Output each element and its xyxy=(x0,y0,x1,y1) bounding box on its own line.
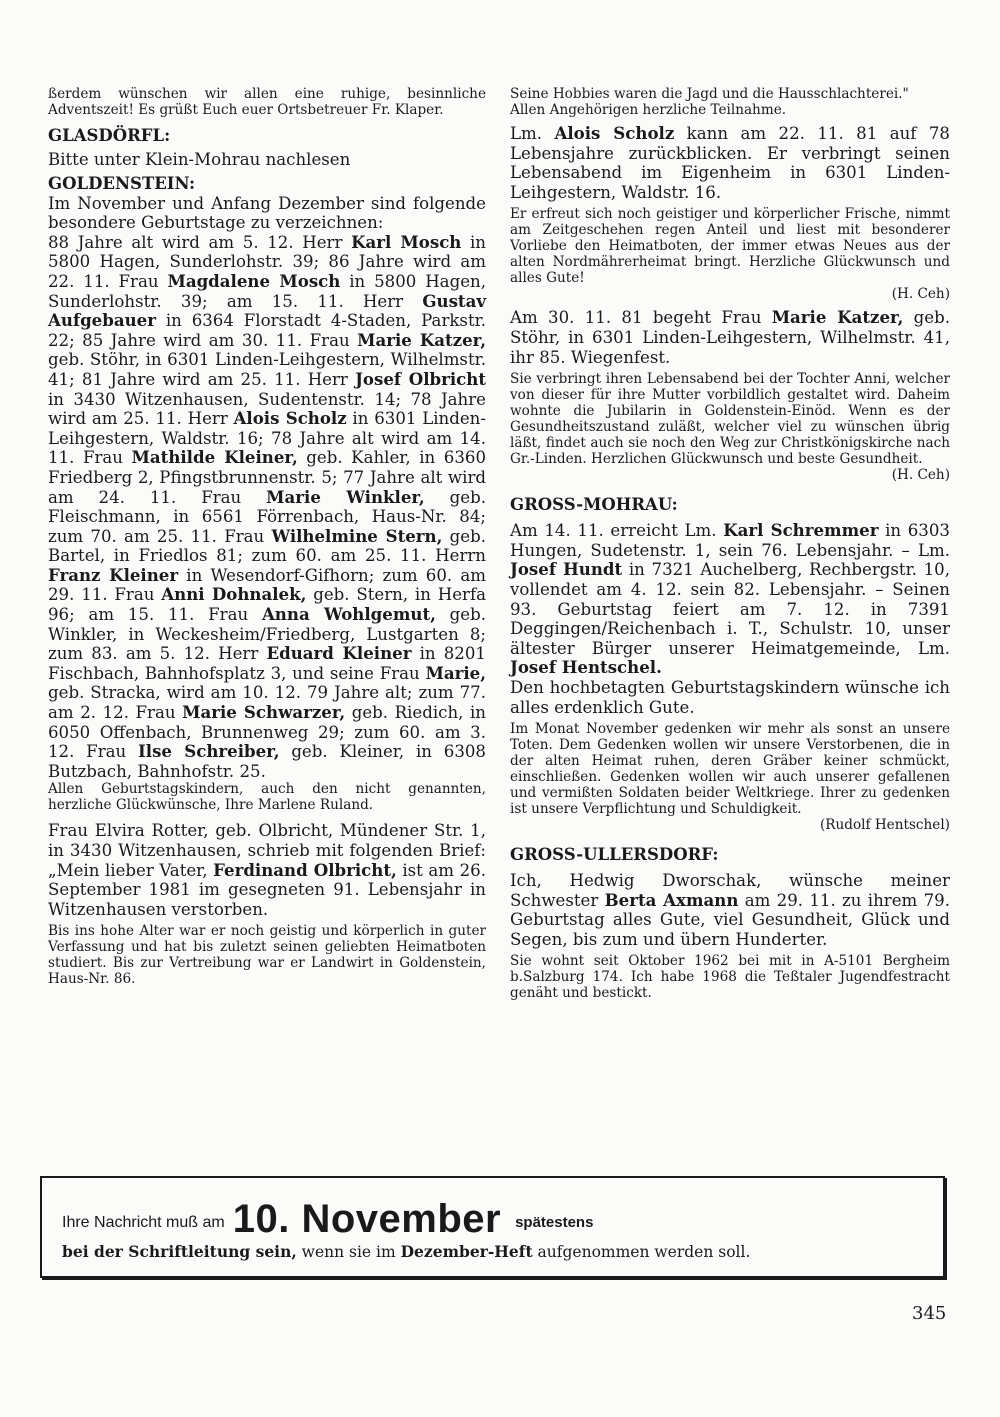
heading-glasdoerfl: GLASDÖRFL: xyxy=(48,126,171,145)
scholz-detail: Er erfreut sich noch geistiger und körperlicher Frische, nimmt am Zeitgeschehen regen Anteil und liest mit besonderer Vorliebe den Heimatboten, der immer etwas Neues aus der alten Nordmährerheimat bringt. Herzliche Glückwunsch und alles Gute! xyxy=(510,206,950,287)
left-column xyxy=(48,86,486,987)
heading-goldenstein: GOLDENSTEIN: xyxy=(48,173,196,193)
deadline-line-1 xyxy=(62,1192,594,1241)
paragraph-closing-greeting: ßerdem wünschen wir allen eine ruhige, besinnliche Adventszeit! Es grüßt Euch euer Ortsbetreuer Fr. Klaper. xyxy=(48,86,486,118)
glasdoerfl-text: Bitte unter Klein-Mohrau nachlesen xyxy=(48,150,351,169)
goldenstein-letter-detail: Bis ins hohe Alter war er noch geistig und körperlich in guter Verfassung und hat bis zuletzt seinen geliebten Heimatboten studiert. Bis zur Vertreibung war er Landwirt in Goldenstein, Haus-Nr. 86. xyxy=(48,923,486,988)
gross-mohrau-memorial: Im Monat November gedenken wir mehr als sonst an unsere Toten. Dem Gedenken wollen wir unsere Verstorbenen, die in der alten Heimat ruhen, deren Gräber keiner schmückt, einschließen. Gedenken wollen wir auch unserer gefallenen und vermißten Soldaten beider Weltkriege. Ihrer zu gedenken ist unsere Verpflichtung und Schuldigkeit. xyxy=(510,721,950,818)
goldenstein-birthday-list: 88 Jahre alt wird am 5. 12. Herr Karl Mosch in 5800 Hagen, Sunderlohstr. 39; 86 Jahre wird am 22. 11. Frau Magdalene Mosch in 5800 Hagen, Sunderlohstr. 39; am 15. 11. Herr Gustav Aufgebauer in 6364 Florstadt 4-Staden, Parkstr. 22; 85 Jahre wird am 30. 11. Frau Marie Katzer, geb. Stöhr, in 6301 Linden-Leihgestern, Wilhelmstr. 41; 81 Jahre wird am 25. 11. Herr Josef Olbricht in 3430 Witzenhausen, Sudentenstr. 14; 78 Jahre wird am 25. 11. Herr Alois Scholz in 6301 Linden-Leihgestern, Waldstr. 16; 78 Jahre alt wird am 14. 11. Frau Mathilde Kleiner, geb. Kahler, in 6360 Friedberg 2, Pfingstbrunnenstr. 5; 77 Jahre alt wird am 24. 11. Frau Marie Winkler, geb. Fleischmann, in 6561 Förrenbach, Haus-Nr. 84; zum 70. am 25. 11. Frau Wilhelmine Stern, geb. Bartel, in Friedlos 81; zum 60. am 25. 11. Herrn Franz Kleiner in Wesendorf-Gifhorn; zum 60. am 29. 11. Frau Anni Dohnalek, geb. Stern, in Herfa 96; am 15. 11. Frau Anna Wohlgemut, geb. Winkler, in Weckesheim/Friedberg, Lustgarten 8; zum 83. am 5. 12. Herr Eduard Kleiner in 8201 Fischbach, Bahnhofsplatz 3, und seine Frau Marie, geb. Stracka, wird am 10. 12. 79 Jahre alt; zum 77. am 2. 12. Frau Marie Schwarzer, geb. Riedich, in 6050 Offenbach, Brunnenweg 29; zum 60. am 3. 12. Frau Ilse Schreiber, geb. Kleiner, in 6308 Butzbach, Bahnhofstr. 25. xyxy=(48,231,487,781)
heading-gross-mohrau: GROSS-MOHRAU: xyxy=(510,495,678,515)
right-column xyxy=(510,86,950,1001)
deadline-suffix: spätestens xyxy=(515,1214,594,1231)
goldenstein-letter: Frau Elvira Rotter, geb. Olbricht, Mündener Str. 1, in 3430 Witzenhausen, schrieb mit folgenden Brief: „Mein lieber Vater, Ferdinand Olbricht, ist am 26. September 1981 im gesegneten 91. Lebensjahr in Witzenhausen verstorben. xyxy=(48,821,486,919)
katzer-announcement: Am 30. 11. 81 begeht Frau Marie Katzer, geb. Stöhr, in 6301 Linden-Leihgestern, Wilhelmstr. 41, ihr 85. Wiegenfest. xyxy=(510,307,950,367)
hobbies-continuation: Seine Hobbies waren die Jagd und die Hausschlachterei." xyxy=(510,86,909,102)
goldenstein-greeting: Allen Geburtstagskindern, auch den nicht genannten, herzliche Glückwünsche, Ihre Marlene Ruland. xyxy=(48,781,486,814)
condolence-line: Allen Angehörigen herzliche Teilnahme. xyxy=(510,102,787,118)
deadline-line-2: bei der Schriftleitung sein, wenn sie im Dezember-Heft aufgenommen werden soll. xyxy=(62,1242,751,1261)
gross-ullersdorf-wish: Ich, Hedwig Dworschak, wünsche meiner Schwester Berta Axmann am 29. 11. zu ihrem 79. Geburtstag alles Gute, viel Gesundheit, Glück und Segen, bis zum und übern Hunderter. xyxy=(510,871,950,949)
deadline-prefix: Ihre Nachricht muß am xyxy=(62,1214,225,1231)
katzer-signature: (H. Ceh) xyxy=(891,467,950,484)
scholz-signature: (H. Ceh) xyxy=(891,286,950,303)
deadline-notice-box xyxy=(40,1176,945,1278)
deadline-date: 10. November xyxy=(232,1197,502,1241)
gross-mohrau-birthdays: Am 14. 11. erreicht Lm. Karl Schremmer in 6303 Hungen, Sudetenstr. 1, sein 76. Lebensjahr. – Lm. Josef Hundt in 7321 Auchelberg, Rechbergstr. 10, vollendet am 4. 12. sein 82. Lebensjahr. – Seinen 93. Geburtstag feiert am 7. 12. in 7391 Deggingen/Reichenbach i. T., Schulstr. 10, unser ältester Bürger unserer Heimatgemeinde, Lm. Josef Hentschel. xyxy=(510,520,950,678)
heading-gross-ullersdorf: GROSS-ULLERSDORF: xyxy=(510,845,719,865)
gross-ullersdorf-detail: Sie wohnt seit Oktober 1962 bei mit in A-5101 Bergheim b.Salzburg 174. Ich habe 1968 die Teßtaler Jugendfestracht genäht und bestickt. xyxy=(510,953,950,1002)
katzer-detail: Sie verbringt ihren Lebensabend bei der Tochter Anni, welcher von dieser für ihre Mutter vorbildlich gestaltet wird. Daheim wohnte die Jubilarin in Goldenstein-Einöd. Wenn es der Gesundheitszustand zuläßt, welcher viel zu wünschen übrig läßt, findet auch sie noch den Weg zur Christkönigskirche nach Gr.-Linden. Herzlichen Glückwunsch und beste Gesundheit. xyxy=(510,371,950,468)
gross-mohrau-wish: Den hochbetagten Geburtstagskindern wünsche ich alles erdenklich Gute. xyxy=(510,677,950,717)
goldenstein-intro: Im November und Anfang Dezember sind folgende besondere Geburtstage zu verzeichnen: xyxy=(48,193,486,233)
page-number: 345 xyxy=(912,1303,947,1324)
scholz-announcement: Lm. Alois Scholz kann am 22. 11. 81 auf 78 Lebensjahre zurückblicken. Er verbringt seinen Lebensabend im Eigenheim in 6301 Linden-Leihgestern, Waldstr. 16. xyxy=(510,123,950,202)
gross-mohrau-signature: (Rudolf Hentschel) xyxy=(819,817,950,834)
